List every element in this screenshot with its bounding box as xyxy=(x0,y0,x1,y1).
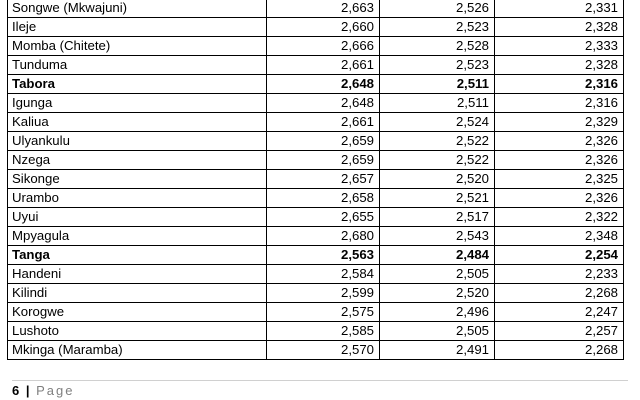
table-row xyxy=(8,284,624,303)
cell-name: Kilindi xyxy=(8,284,267,303)
cell-value-2: 2,521 xyxy=(380,189,495,208)
table-row xyxy=(8,56,624,75)
cell-value-1: 2,660 xyxy=(267,18,380,37)
cell-value-3: 2,322 xyxy=(495,208,624,227)
cell-value-2: 2,523 xyxy=(380,18,495,37)
cell-value-3: 2,233 xyxy=(495,265,624,284)
cell-value-2: 2,505 xyxy=(380,322,495,341)
cell-value-1: 2,657 xyxy=(267,170,380,189)
page-label: Page xyxy=(36,383,75,398)
table-row xyxy=(8,132,624,151)
table-row xyxy=(8,208,624,227)
cell-value-3: 2,328 xyxy=(495,56,624,75)
table-row xyxy=(8,113,624,132)
cell-value-1: 2,659 xyxy=(267,151,380,170)
cell-name: Korogwe xyxy=(8,303,267,322)
cell-value-3: 2,247 xyxy=(495,303,624,322)
cell-value-2: 2,517 xyxy=(380,208,495,227)
cell-value-2: 2,484 xyxy=(380,246,495,265)
cell-value-1: 2,599 xyxy=(267,284,380,303)
page-number: 6 xyxy=(12,383,20,398)
cell-value-3: 2,325 xyxy=(495,170,624,189)
cell-name: Nzega xyxy=(8,151,267,170)
cell-value-2: 2,526 xyxy=(380,0,495,18)
cell-value-3: 2,268 xyxy=(495,341,624,360)
cell-value-1: 2,570 xyxy=(267,341,380,360)
cell-value-3: 2,268 xyxy=(495,284,624,303)
cell-name: Tunduma xyxy=(8,56,267,75)
cell-value-1: 2,666 xyxy=(267,37,380,56)
cell-value-2: 2,511 xyxy=(380,75,495,94)
cell-value-3: 2,331 xyxy=(495,0,624,18)
table-row xyxy=(8,37,624,56)
cell-value-1: 2,661 xyxy=(267,56,380,75)
cell-name: Lushoto xyxy=(8,322,267,341)
table-row xyxy=(8,227,624,246)
cell-value-2: 2,522 xyxy=(380,132,495,151)
table-row xyxy=(8,265,624,284)
cell-value-3: 2,326 xyxy=(495,132,624,151)
cell-value-3: 2,257 xyxy=(495,322,624,341)
cell-value-2: 2,528 xyxy=(380,37,495,56)
cell-value-2: 2,520 xyxy=(380,170,495,189)
cell-name: Songwe (Mkwajuni) xyxy=(8,0,267,18)
cell-value-2: 2,511 xyxy=(380,94,495,113)
cell-name: Mpyagula xyxy=(8,227,267,246)
cell-value-2: 2,496 xyxy=(380,303,495,322)
cell-value-1: 2,648 xyxy=(267,94,380,113)
cell-value-3: 2,316 xyxy=(495,94,624,113)
table-row xyxy=(8,341,624,360)
cell-value-3: 2,329 xyxy=(495,113,624,132)
cell-value-2: 2,505 xyxy=(380,265,495,284)
table-row xyxy=(8,18,624,37)
page-footer xyxy=(12,380,628,399)
cell-value-1: 2,663 xyxy=(267,0,380,18)
cell-value-3: 2,254 xyxy=(495,246,624,265)
cell-value-2: 2,524 xyxy=(380,113,495,132)
table-row xyxy=(8,303,624,322)
cell-name: Sikonge xyxy=(8,170,267,189)
table-row-region xyxy=(8,246,624,265)
cell-value-3: 2,348 xyxy=(495,227,624,246)
cell-value-1: 2,659 xyxy=(267,132,380,151)
cell-name: Igunga xyxy=(8,94,267,113)
cell-name: Mkinga (Maramba) xyxy=(8,341,267,360)
cell-value-1: 2,680 xyxy=(267,227,380,246)
table-row xyxy=(8,94,624,113)
cell-name: Tabora xyxy=(8,75,267,94)
cell-value-2: 2,522 xyxy=(380,151,495,170)
cell-value-1: 2,575 xyxy=(267,303,380,322)
cell-value-1: 2,563 xyxy=(267,246,380,265)
cell-name: Uyui xyxy=(8,208,267,227)
cell-value-3: 2,328 xyxy=(495,18,624,37)
table-row xyxy=(8,0,624,18)
cell-name: Urambo xyxy=(8,189,267,208)
cell-value-1: 2,655 xyxy=(267,208,380,227)
cell-name: Handeni xyxy=(8,265,267,284)
table-row xyxy=(8,151,624,170)
price-table xyxy=(7,0,624,360)
cell-value-3: 2,316 xyxy=(495,75,624,94)
cell-value-3: 2,326 xyxy=(495,151,624,170)
cell-value-1: 2,661 xyxy=(267,113,380,132)
table-row xyxy=(8,322,624,341)
cell-name: Momba (Chitete) xyxy=(8,37,267,56)
cell-name: Kaliua xyxy=(8,113,267,132)
cell-value-3: 2,326 xyxy=(495,189,624,208)
cell-value-2: 2,523 xyxy=(380,56,495,75)
table-row-region xyxy=(8,75,624,94)
cell-value-1: 2,584 xyxy=(267,265,380,284)
cell-value-3: 2,333 xyxy=(495,37,624,56)
table-body xyxy=(8,0,624,360)
cell-value-1: 2,585 xyxy=(267,322,380,341)
footer-separator: | xyxy=(25,383,30,398)
cell-value-2: 2,491 xyxy=(380,341,495,360)
table-row xyxy=(8,189,624,208)
cell-value-2: 2,520 xyxy=(380,284,495,303)
cell-name: Tanga xyxy=(8,246,267,265)
cell-value-1: 2,648 xyxy=(267,75,380,94)
cell-value-2: 2,543 xyxy=(380,227,495,246)
table-row xyxy=(8,170,624,189)
cell-name: Ileje xyxy=(8,18,267,37)
cell-value-1: 2,658 xyxy=(267,189,380,208)
cell-name: Ulyankulu xyxy=(8,132,267,151)
